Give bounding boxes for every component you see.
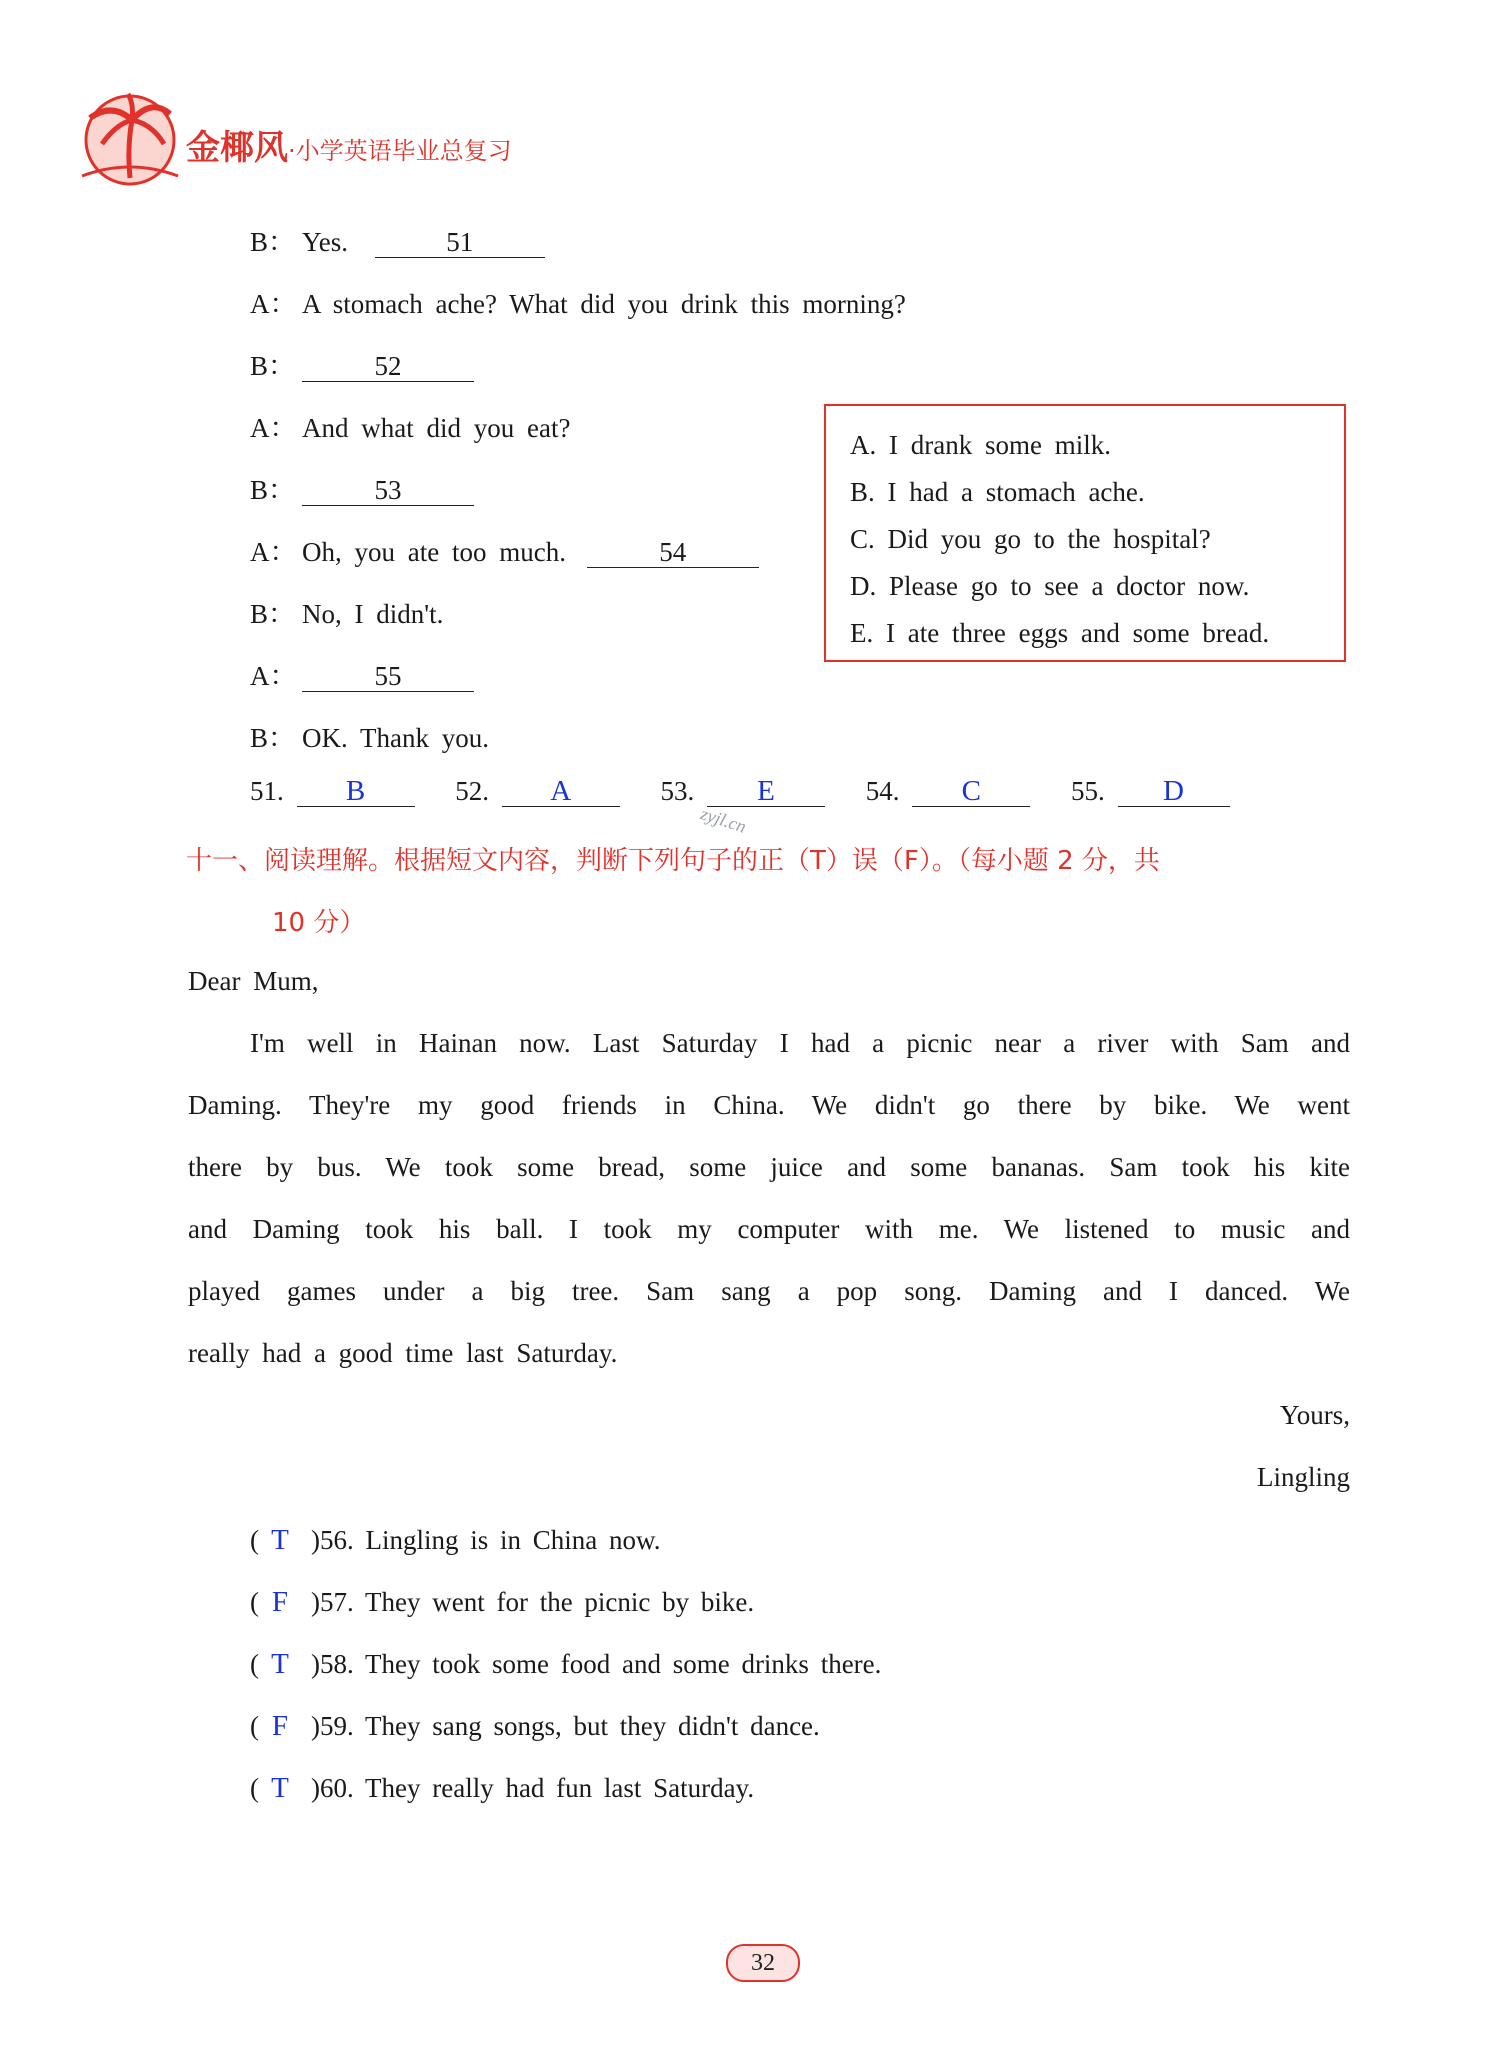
letter-line-5: played games under a big tree. Sam sang a pop song. Daming and I danced. We (188, 1276, 1350, 1306)
dialogue-line-2 (250, 282, 906, 321)
speaker: A： (250, 537, 297, 567)
watermark: zyjl.cn (698, 803, 749, 837)
answer-blank-54: 54 (587, 537, 759, 568)
brand-name: 金椰风 (186, 128, 288, 168)
tf-question-56: ( T )56. Lingling is in China now. (250, 1524, 661, 1556)
dialogue-line-5 (250, 468, 474, 507)
letter-line-1: I'm well in Hainan now. Last Saturday I had a picnic near a river with Sam and (250, 1028, 1350, 1058)
answer-row (250, 776, 1230, 807)
option-a: A. I drank some milk. (850, 430, 1111, 460)
dialogue-line-6 (250, 530, 759, 569)
option-d: D. Please go to see a doctor now. (850, 571, 1250, 601)
letter-signature: Lingling (1257, 1462, 1350, 1492)
speaker: B： (250, 599, 296, 629)
tf-question-59: ( F )59. They sang songs, but they didn't dance. (250, 1710, 820, 1742)
answer-num: 54. (865, 776, 900, 806)
answer-num: 52. (455, 776, 489, 806)
option-c: C. Did you go to the hospital? (850, 524, 1211, 554)
section-title-line2: 10 分） (272, 908, 366, 938)
dialogue-line-8 (250, 654, 474, 693)
tf-question-57: ( F )57. They went for the picnic by bike. (250, 1586, 755, 1618)
tf-answer: F (271, 1710, 289, 1742)
speaker: B： (250, 351, 296, 381)
answer-blank-51: 51 (375, 227, 545, 258)
header-logo (72, 88, 182, 188)
tf-text: )57. They went for the picnic by bike. (311, 1587, 755, 1617)
speaker: A： (250, 289, 297, 319)
tf-answer: T (271, 1524, 289, 1556)
letter-line-2: Daming. They're my good friends in China. We didn't go there by bike. We went (188, 1090, 1350, 1120)
option-e: E. I ate three eggs and some bread. (850, 618, 1270, 648)
section-title-line1: 十一、阅读理解。根据短文内容，判断下列句子的正（T）误（F）。（每小题 2 分，共 (186, 846, 1160, 876)
tf-answer: F (271, 1586, 289, 1618)
answer-num: 53. (660, 776, 695, 806)
header-title (186, 120, 512, 169)
answer-53: E (707, 776, 825, 807)
speaker: A： (250, 413, 297, 443)
answer-num: 51. (250, 776, 284, 806)
tf-answer: T (271, 1648, 289, 1680)
speaker: B： (250, 475, 296, 505)
letter-line-6: really had a good time last Saturday. (188, 1338, 618, 1368)
dialogue-text: And what did you eat? (302, 413, 571, 443)
letter-closing: Yours, (1279, 1400, 1350, 1430)
dialogue-text: OK. Thank you. (302, 723, 489, 753)
answer-blank-53: 53 (302, 475, 474, 506)
answer-52: A (502, 776, 620, 807)
dialogue-line-4 (250, 406, 570, 445)
dialogue-text: Yes. (302, 227, 349, 257)
answer-54: C (912, 776, 1030, 807)
letter-line-4: and Daming took his ball. I took my computer with me. We listened to music and (188, 1214, 1350, 1244)
dialogue-line-3 (250, 344, 474, 383)
tf-text: )58. They took some food and some drinks there. (311, 1649, 882, 1679)
dialogue-text: A stomach ache? What did you drink this morning? (302, 289, 906, 319)
palm-tree-logo-icon (72, 88, 182, 188)
tf-answer: T (271, 1772, 289, 1804)
answer-51: B (297, 776, 415, 807)
answer-blank-52: 52 (302, 351, 474, 382)
tf-question-58: ( T )58. They took some food and some drinks there. (250, 1648, 882, 1680)
answer-55: D (1118, 776, 1230, 807)
book-subtitle: 小学英语毕业总复习 (295, 137, 512, 165)
dialogue-line-1 (250, 220, 545, 259)
dialogue-text: No, I didn't. (302, 599, 444, 629)
tf-text: )56. Lingling is in China now. (311, 1525, 661, 1555)
tf-text: )59. They sang songs, but they didn't dance. (311, 1711, 820, 1741)
letter-line-3: there by bus. We took some bread, some juice and some bananas. Sam took his kite (188, 1152, 1350, 1182)
speaker: B： (250, 227, 296, 257)
options-box (824, 404, 1346, 662)
dialogue-line-7 (250, 592, 443, 631)
tf-text: )60. They really had fun last Saturday. (311, 1773, 755, 1803)
speaker: B： (250, 723, 296, 753)
letter-greeting: Dear Mum, (188, 966, 319, 996)
answer-blank-55: 55 (302, 661, 474, 692)
dialogue-line-9 (250, 716, 489, 755)
tf-question-60: ( T )60. They really had fun last Saturday. (250, 1772, 755, 1804)
page-number: 32 (726, 1944, 800, 1982)
speaker: A： (250, 661, 297, 691)
option-b: B. I had a stomach ache. (850, 477, 1145, 507)
answer-num: 55. (1071, 776, 1105, 806)
brand-dot: · (288, 137, 296, 165)
dialogue-text: Oh, you ate too much. (302, 537, 566, 567)
